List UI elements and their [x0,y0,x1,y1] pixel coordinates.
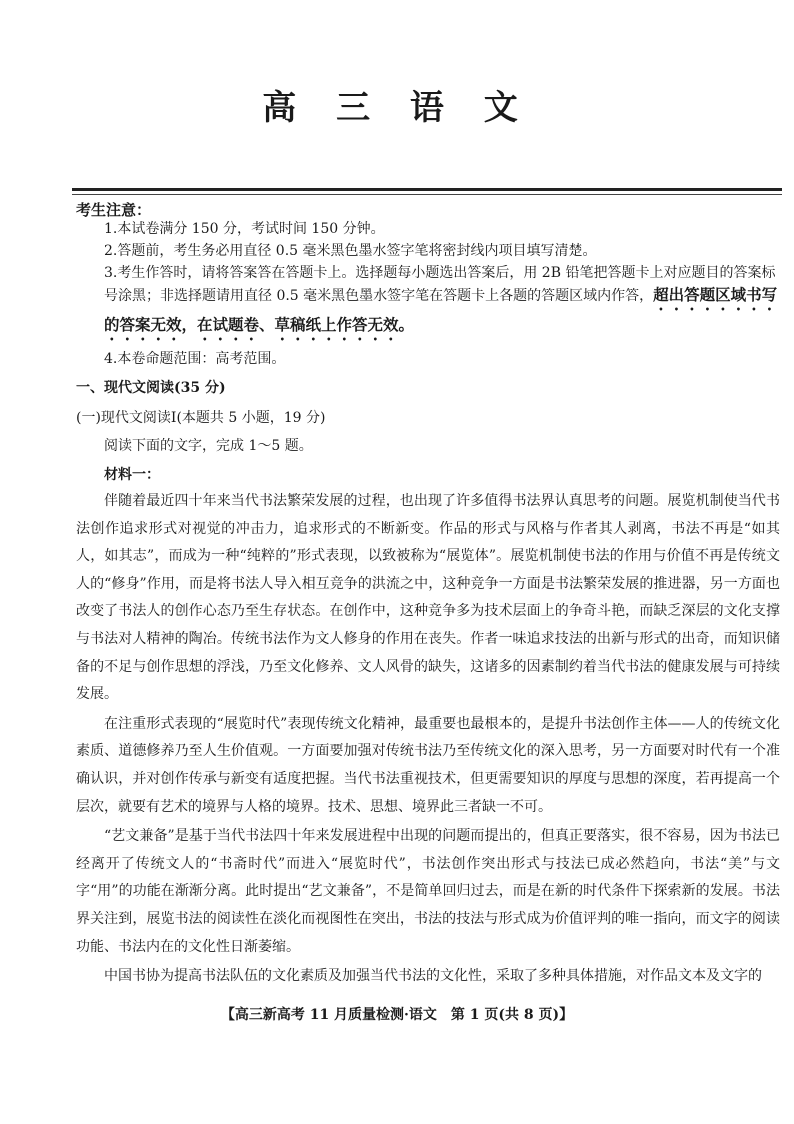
section-heading: 一、现代文阅读(35 分) [76,380,226,396]
page-title: 高 三 语 文 [262,88,532,128]
notice-item-3 [104,262,780,344]
passage-paragraph-4: 中国书协为提高书法队伍的文化素质及加强当代书法的文化性，采取了多种具体措施，对作品文本及文字的 [104,968,762,985]
reading-passage [76,488,780,993]
notice-list [104,218,780,370]
notice-heading: 考生注意： [76,201,152,219]
notice-item-1: 1.本试卷满分 150 分，考试时间 150 分钟。 [104,221,385,237]
header-divider-thick [72,188,782,191]
page-footer: 【高三新高考 11 月质量检测·语文 第 1 页(共 8 页)】 [220,1007,574,1023]
notice-item-2: 2.答题前，考生务必用直径 0.5 毫米黑色墨水签字笔将密封线内项目填写清楚。 [104,243,597,259]
passage-paragraph-1: 伴随着最近四十年来当代书法繁荣发展的过程，也出现了许多值得书法界认真思考的问题。展览机制使当代书法创作追求形式对视觉的冲击力，追求形式的不断新变。作品的形式与风格与作者其人剥离，书法不再是“如其人，如其志”，而成为一种“纯粹的”形式表现，以致被称为“展览体”。展览机制使书法的作用与价值不再是传统文人的“修身”作用，而是将书法人导入相互竞争的洪流之中，这种竞争一方面是书法繁荣发展的推进器，另一方面也改变了书法人的创作心态乃至生存状态。在创作中，这种竞争多为技术层面上的争奇斗艳，而缺乏深层的文化支撑与书法对人精神的陶冶。传统书法作为文人修身的作用在丧失。作者一味追求技法的出新与形式的出奇，而知识储备的不足与创作思想的浮浅，乃至文化修养、文人风骨的缺失，这诸多的因素制约着当代书法的健康发展与可持续发展。 [76,493,780,703]
passage-paragraph-2: 在注重形式表现的“展览时代”表现传统文化精神，最重要也最根本的，是提升书法创作主体——人的传统文化素质、道德修养乃至人生价值观。一方面要加强对传统书法乃至传统文化的深入思考，另一方面要对时代有一个准确认识，并对创作传承与新变有适度把握。当代书法重视技术，但更需要知识的厚度与思想的深度，若再提高一个层次，就要有艺术的境界与人格的境界。技术、思想、境界此三者缺一不可。 [76,715,780,815]
passage-paragraph-3: “艺文兼备”是基于当代书法四十年来发展进程中出现的问题而提出的，但真正要落实，很不容易，因为书法已经离开了传统文人的“书斋时代”而进入“展览时代”，书法创作突出形式与技法已成必然趋向，书法“美”与文字“用”的功能在渐渐分离。此时提出“艺文兼备”，不是简单回归过去，而是在新的时代条件下探索新的发展。书法界关注到，展览书法的阅读性在淡化而视图性在突出，书法的技法与形式成为价值评判的唯一指向，而文字的阅读功能、书法内在的文化性日渐萎缩。 [76,828,780,955]
notice-item-3-text: 3.考生作答时，请将答案答在答题卡上。选择题每小题选出答案后，用 2B 铅笔把答题卡上对应题目的答案标号涂黑；非选择题请用直径 0.5 毫米黑色墨水签字笔在答题卡上各题的答题区域内作答， [104,265,776,304]
header-divider-thin [72,194,782,195]
subsection-heading: (一)现代文阅读Ⅰ(本题共 5 小题，19 分) [76,410,326,426]
reading-instruction: 阅读下面的文字，完成 1～5 题。 [104,438,313,454]
notice-item-4: 4.本卷命题范围：高考范围。 [104,351,286,367]
material-label: 材料一： [104,467,160,483]
notice-item-3-emphasis: 超出答题区域书写的答案无效，在试题卷、草稿纸上作答无效。 [104,285,778,334]
